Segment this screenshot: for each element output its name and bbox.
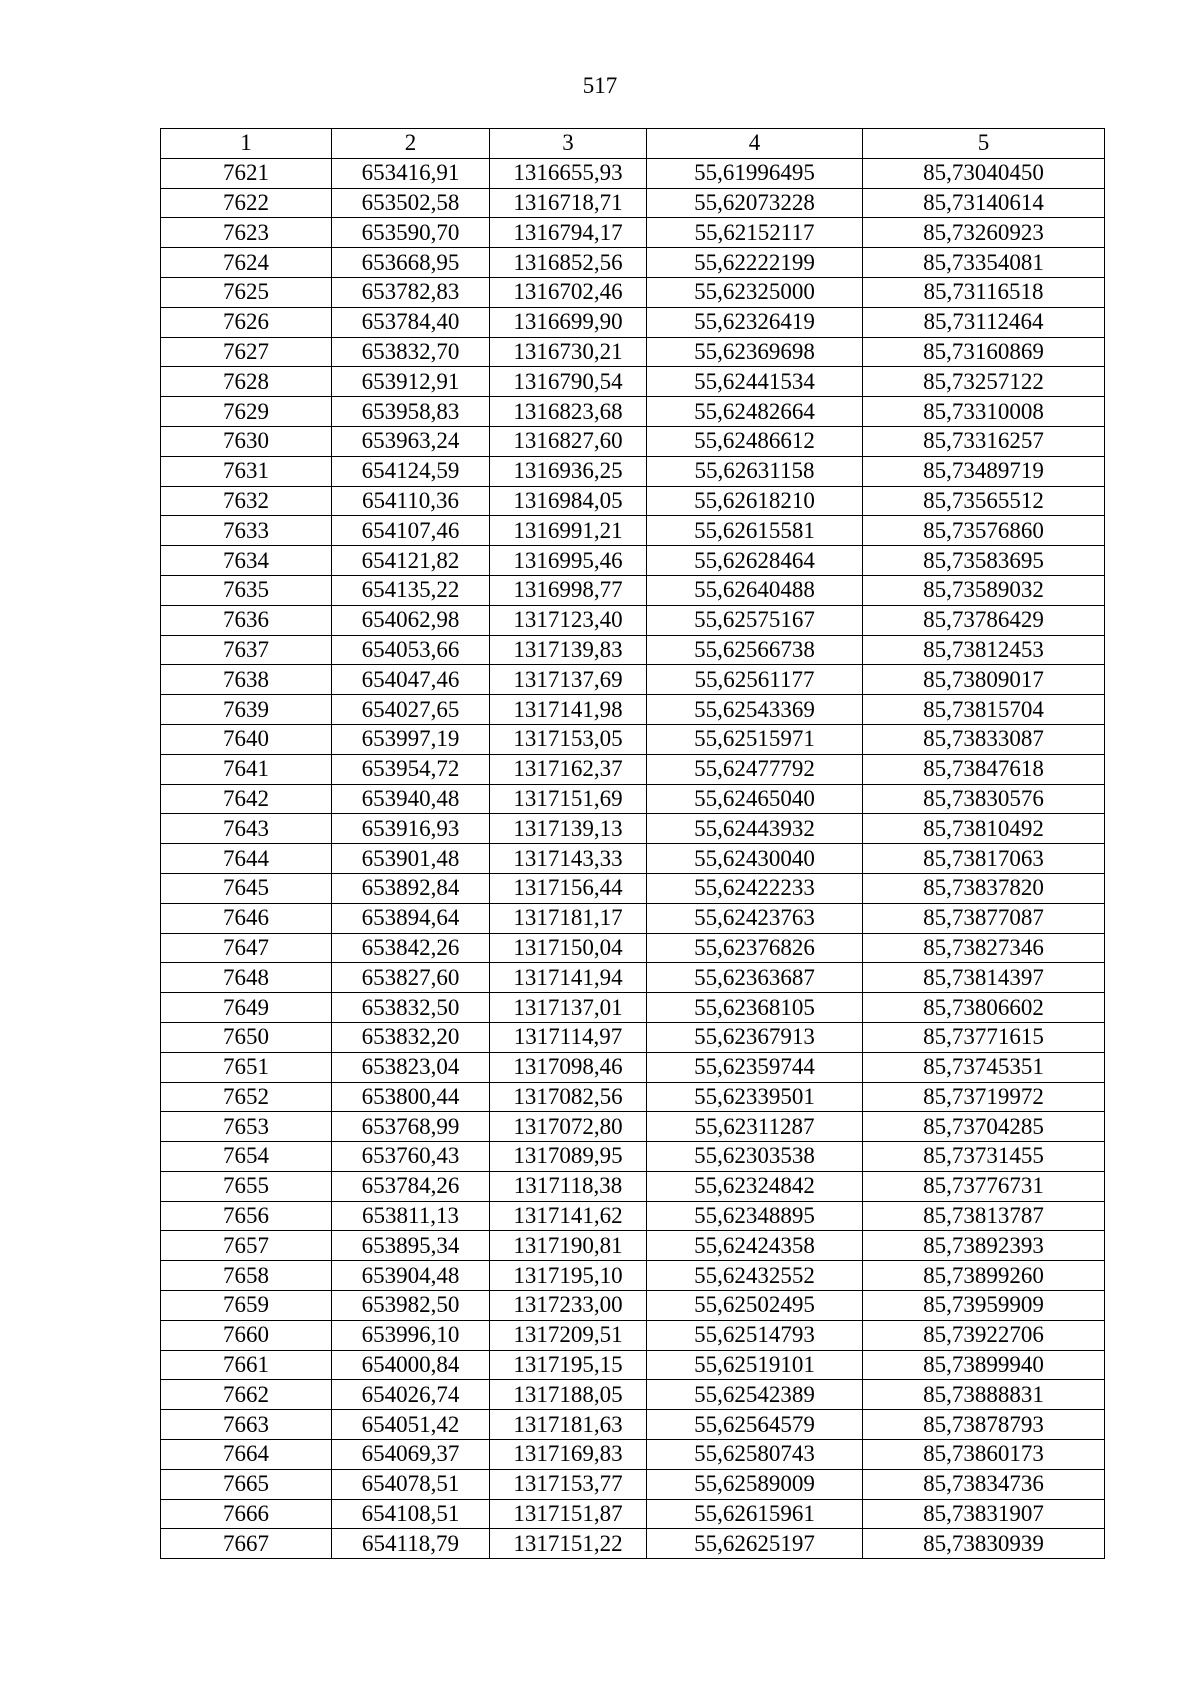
table-row: [161, 516, 1105, 546]
table-row: [161, 635, 1105, 665]
table-cell: 7627: [161, 337, 332, 367]
table-cell: 55,62363687: [647, 963, 863, 993]
table-cell: 55,62423763: [647, 903, 863, 933]
table-cell: 85,73831907: [863, 1499, 1105, 1529]
table-cell: 653800,44: [332, 1082, 490, 1112]
table-row: [161, 367, 1105, 397]
table-cell: 7655: [161, 1171, 332, 1201]
table-cell: 85,73833087: [863, 724, 1105, 754]
table-row: [161, 1440, 1105, 1470]
table-cell: 1317082,56: [490, 1082, 647, 1112]
table-cell: 7637: [161, 635, 332, 665]
table-cell: 7661: [161, 1350, 332, 1380]
table-cell: 1317089,95: [490, 1142, 647, 1172]
table-cell: 1317072,80: [490, 1112, 647, 1142]
table-cell: 1316730,21: [490, 337, 647, 367]
table-cell: 1317151,22: [490, 1529, 647, 1559]
column-header-2: 2: [332, 129, 490, 159]
table-cell: 85,73786429: [863, 605, 1105, 635]
table-cell: 55,62325000: [647, 277, 863, 307]
table-row: [161, 724, 1105, 754]
table-cell: 55,62359744: [647, 1052, 863, 1082]
table-cell: 653832,20: [332, 1022, 490, 1052]
table-cell: 55,62477792: [647, 754, 863, 784]
table-row: [161, 307, 1105, 337]
table-cell: 7660: [161, 1320, 332, 1350]
table-cell: 1317151,87: [490, 1499, 647, 1529]
table-header-row: [161, 129, 1105, 159]
table-cell: 653996,10: [332, 1320, 490, 1350]
table-cell: 7642: [161, 784, 332, 814]
table-cell: 7625: [161, 277, 332, 307]
table-cell: 653963,24: [332, 426, 490, 456]
table-cell: 7643: [161, 814, 332, 844]
table-row: [161, 665, 1105, 695]
table-cell: 653954,72: [332, 754, 490, 784]
table-cell: 653832,70: [332, 337, 490, 367]
table-cell: 7623: [161, 218, 332, 248]
table-cell: 653904,48: [332, 1261, 490, 1291]
table-row: [161, 1320, 1105, 1350]
table-cell: 7657: [161, 1231, 332, 1261]
table-cell: 55,62502495: [647, 1291, 863, 1321]
table-cell: 55,62580743: [647, 1440, 863, 1470]
table-cell: 653811,13: [332, 1201, 490, 1231]
table-cell: 653982,50: [332, 1291, 490, 1321]
table-cell: 7649: [161, 993, 332, 1023]
table-cell: 653502,58: [332, 188, 490, 218]
table-cell: 55,62589009: [647, 1469, 863, 1499]
table-cell: 55,62615581: [647, 516, 863, 546]
table-row: [161, 754, 1105, 784]
table-cell: 7626: [161, 307, 332, 337]
table-cell: 1317141,98: [490, 695, 647, 725]
table-cell: 654110,36: [332, 486, 490, 516]
table-cell: 85,73257122: [863, 367, 1105, 397]
table-cell: 653901,48: [332, 844, 490, 874]
table-cell: 55,62441534: [647, 367, 863, 397]
table-cell: 1317181,17: [490, 903, 647, 933]
table-cell: 1317118,38: [490, 1171, 647, 1201]
table-cell: 1316998,77: [490, 575, 647, 605]
table-cell: 55,62348895: [647, 1201, 863, 1231]
table-cell: 1317169,83: [490, 1440, 647, 1470]
table-cell: 85,73116518: [863, 277, 1105, 307]
table-cell: 85,73899940: [863, 1350, 1105, 1380]
table-cell: 85,73719972: [863, 1082, 1105, 1112]
table-cell: 1317162,37: [490, 754, 647, 784]
column-header-4: 4: [647, 129, 863, 159]
table-row: [161, 605, 1105, 635]
table-row: [161, 993, 1105, 1023]
table-cell: 85,73814397: [863, 963, 1105, 993]
table-cell: 55,62542389: [647, 1380, 863, 1410]
table-cell: 85,73260923: [863, 218, 1105, 248]
table-row: [161, 1291, 1105, 1321]
table-cell: 55,62514793: [647, 1320, 863, 1350]
table-cell: 7641: [161, 754, 332, 784]
table-cell: 85,73810492: [863, 814, 1105, 844]
table-row: [161, 248, 1105, 278]
table-cell: 654000,84: [332, 1350, 490, 1380]
table-cell: 1317141,94: [490, 963, 647, 993]
table-cell: 7667: [161, 1529, 332, 1559]
table-row: [161, 873, 1105, 903]
table-cell: 85,73830576: [863, 784, 1105, 814]
table-cell: 85,73589032: [863, 575, 1105, 605]
table-cell: 55,62628464: [647, 546, 863, 576]
table-row: [161, 337, 1105, 367]
table-cell: 1317098,46: [490, 1052, 647, 1082]
table-cell: 55,62430040: [647, 844, 863, 874]
table-cell: 1316699,90: [490, 307, 647, 337]
table-cell: 1316794,17: [490, 218, 647, 248]
table-cell: 1316936,25: [490, 456, 647, 486]
table-body: [161, 158, 1105, 1558]
table-cell: 85,73731455: [863, 1142, 1105, 1172]
table-cell: 55,62303538: [647, 1142, 863, 1172]
table-cell: 7647: [161, 933, 332, 963]
table-row: [161, 814, 1105, 844]
table-cell: 1317150,04: [490, 933, 647, 963]
table-row: [161, 1082, 1105, 1112]
table-cell: 1317137,01: [490, 993, 647, 1023]
table-cell: 55,62631158: [647, 456, 863, 486]
table-row: [161, 1022, 1105, 1052]
column-header-1: 1: [161, 129, 332, 159]
table-cell: 7639: [161, 695, 332, 725]
table-cell: 654108,51: [332, 1499, 490, 1529]
table-row: [161, 1112, 1105, 1142]
table-cell: 85,73847618: [863, 754, 1105, 784]
table-cell: 653894,64: [332, 903, 490, 933]
table-cell: 7628: [161, 367, 332, 397]
table-cell: 55,62519101: [647, 1350, 863, 1380]
table-cell: 55,62222199: [647, 248, 863, 278]
table-row: [161, 1142, 1105, 1172]
table-cell: 7636: [161, 605, 332, 635]
table-row: [161, 963, 1105, 993]
table-cell: 85,73112464: [863, 307, 1105, 337]
table-cell: 1317195,15: [490, 1350, 647, 1380]
table-row: [161, 188, 1105, 218]
table-row: [161, 486, 1105, 516]
table-row: [161, 695, 1105, 725]
table-cell: 55,62564579: [647, 1410, 863, 1440]
table-cell: 55,62465040: [647, 784, 863, 814]
table-cell: 85,73776731: [863, 1171, 1105, 1201]
table-cell: 1317153,05: [490, 724, 647, 754]
table-cell: 1316718,71: [490, 188, 647, 218]
table-cell: 1316852,56: [490, 248, 647, 278]
table-cell: 55,62073228: [647, 188, 863, 218]
table-cell: 85,73583695: [863, 546, 1105, 576]
table-cell: 85,73899260: [863, 1261, 1105, 1291]
table-cell: 85,73310008: [863, 397, 1105, 427]
table-row: [161, 933, 1105, 963]
table-cell: 653823,04: [332, 1052, 490, 1082]
table-row: [161, 1201, 1105, 1231]
table-cell: 654121,82: [332, 546, 490, 576]
table-cell: 7656: [161, 1201, 332, 1231]
table-cell: 55,62443932: [647, 814, 863, 844]
table-cell: 85,73877087: [863, 903, 1105, 933]
table-row: [161, 844, 1105, 874]
table-row: [161, 903, 1105, 933]
table-cell: 654135,22: [332, 575, 490, 605]
table-cell: 85,73834736: [863, 1469, 1105, 1499]
table-cell: 85,73316257: [863, 426, 1105, 456]
table-cell: 55,62424358: [647, 1231, 863, 1261]
table-cell: 7630: [161, 426, 332, 456]
table-cell: 85,73922706: [863, 1320, 1105, 1350]
table-cell: 654069,37: [332, 1440, 490, 1470]
table-cell: 7638: [161, 665, 332, 695]
table-cell: 85,73813787: [863, 1201, 1105, 1231]
table-cell: 1317195,10: [490, 1261, 647, 1291]
table-cell: 55,62367913: [647, 1022, 863, 1052]
table-cell: 85,73489719: [863, 456, 1105, 486]
table-cell: 1317188,05: [490, 1380, 647, 1410]
table-cell: 654124,59: [332, 456, 490, 486]
table-cell: 653940,48: [332, 784, 490, 814]
table-cell: 85,73806602: [863, 993, 1105, 1023]
table-cell: 653832,50: [332, 993, 490, 1023]
table-cell: 55,62369698: [647, 337, 863, 367]
table-cell: 654062,98: [332, 605, 490, 635]
table-cell: 1316655,93: [490, 158, 647, 188]
table-cell: 1316984,05: [490, 486, 647, 516]
table-cell: 1317181,63: [490, 1410, 647, 1440]
table-row: [161, 575, 1105, 605]
table-cell: 1317137,69: [490, 665, 647, 695]
table-cell: 7645: [161, 873, 332, 903]
table-cell: 654026,74: [332, 1380, 490, 1410]
table-cell: 85,73809017: [863, 665, 1105, 695]
table-cell: 653842,26: [332, 933, 490, 963]
table-cell: 55,62515971: [647, 724, 863, 754]
table-cell: 7664: [161, 1440, 332, 1470]
table-cell: 1316702,46: [490, 277, 647, 307]
table-cell: 85,73959909: [863, 1291, 1105, 1321]
table-cell: 7624: [161, 248, 332, 278]
table-cell: 653784,40: [332, 307, 490, 337]
table-cell: 7640: [161, 724, 332, 754]
table-cell: 55,62152117: [647, 218, 863, 248]
table-cell: 7665: [161, 1469, 332, 1499]
table-cell: 7646: [161, 903, 332, 933]
table-cell: 7633: [161, 516, 332, 546]
table-cell: 654053,66: [332, 635, 490, 665]
table-cell: 85,73827346: [863, 933, 1105, 963]
table-cell: 85,73160869: [863, 337, 1105, 367]
table-cell: 85,73817063: [863, 844, 1105, 874]
table-cell: 1316823,68: [490, 397, 647, 427]
table-cell: 653958,83: [332, 397, 490, 427]
table-cell: 55,62432552: [647, 1261, 863, 1291]
page-number: 517: [582, 73, 618, 98]
table-row: [161, 426, 1105, 456]
table-cell: 55,62625197: [647, 1529, 863, 1559]
table-cell: 55,62561177: [647, 665, 863, 695]
table-cell: 1317141,62: [490, 1201, 647, 1231]
table-cell: 654047,46: [332, 665, 490, 695]
table-cell: 653912,91: [332, 367, 490, 397]
table-row: [161, 1261, 1105, 1291]
table-cell: 85,73878793: [863, 1410, 1105, 1440]
table-cell: 85,73892393: [863, 1231, 1105, 1261]
table-cell: 85,73860173: [863, 1440, 1105, 1470]
table-cell: 7650: [161, 1022, 332, 1052]
table-cell: 654107,46: [332, 516, 490, 546]
table-row: [161, 1410, 1105, 1440]
table-row: [161, 1380, 1105, 1410]
table-row: [161, 1350, 1105, 1380]
table-cell: 55,62482664: [647, 397, 863, 427]
table-cell: 1316995,46: [490, 546, 647, 576]
table-cell: 1317233,00: [490, 1291, 647, 1321]
table-cell: 1317139,83: [490, 635, 647, 665]
table-cell: 7652: [161, 1082, 332, 1112]
table-cell: 1317139,13: [490, 814, 647, 844]
table-cell: 653827,60: [332, 963, 490, 993]
table-cell: 1317190,81: [490, 1231, 647, 1261]
table-cell: 653782,83: [332, 277, 490, 307]
table-cell: 653892,84: [332, 873, 490, 903]
table-row: [161, 1231, 1105, 1261]
table-row: [161, 1529, 1105, 1559]
table-cell: 7648: [161, 963, 332, 993]
table-cell: 7666: [161, 1499, 332, 1529]
table-row: [161, 397, 1105, 427]
table-cell: 1317151,69: [490, 784, 647, 814]
table-row: [161, 1499, 1105, 1529]
table-row: [161, 784, 1105, 814]
table-cell: 653760,43: [332, 1142, 490, 1172]
table-cell: 85,73815704: [863, 695, 1105, 725]
table-cell: 85,73888831: [863, 1380, 1105, 1410]
table-cell: 1317123,40: [490, 605, 647, 635]
column-header-3: 3: [490, 129, 647, 159]
table-cell: 7631: [161, 456, 332, 486]
table-row: [161, 546, 1105, 576]
table-cell: 654027,65: [332, 695, 490, 725]
table-row: [161, 1052, 1105, 1082]
table-cell: 55,62615961: [647, 1499, 863, 1529]
table-cell: 653784,26: [332, 1171, 490, 1201]
table-cell: 7629: [161, 397, 332, 427]
table-cell: 55,62326419: [647, 307, 863, 337]
table-cell: 7635: [161, 575, 332, 605]
table-cell: 85,73565512: [863, 486, 1105, 516]
table-cell: 7651: [161, 1052, 332, 1082]
table-cell: 1317114,97: [490, 1022, 647, 1052]
coordinates-table: [160, 128, 1105, 1559]
table-cell: 1316827,60: [490, 426, 647, 456]
table-cell: 55,62543369: [647, 695, 863, 725]
table-cell: 1317209,51: [490, 1320, 647, 1350]
table-cell: 653895,34: [332, 1231, 490, 1261]
table-row: [161, 1171, 1105, 1201]
table-cell: 653768,99: [332, 1112, 490, 1142]
table-cell: 1316991,21: [490, 516, 647, 546]
table-cell: 85,73771615: [863, 1022, 1105, 1052]
table-row: [161, 158, 1105, 188]
table-cell: 653590,70: [332, 218, 490, 248]
column-header-5: 5: [863, 129, 1105, 159]
table-cell: 85,73745351: [863, 1052, 1105, 1082]
table-cell: 55,62376826: [647, 933, 863, 963]
table-cell: 7659: [161, 1291, 332, 1321]
table-cell: 654078,51: [332, 1469, 490, 1499]
table-cell: 55,62368105: [647, 993, 863, 1023]
table-cell: 1317153,77: [490, 1469, 647, 1499]
table-cell: 653416,91: [332, 158, 490, 188]
table-cell: 55,62311287: [647, 1112, 863, 1142]
table-row: [161, 218, 1105, 248]
table-cell: 7658: [161, 1261, 332, 1291]
table-cell: 55,62618210: [647, 486, 863, 516]
table-cell: 55,62575167: [647, 605, 863, 635]
table-cell: 7663: [161, 1410, 332, 1440]
table-cell: 55,62422233: [647, 873, 863, 903]
table-cell: 7632: [161, 486, 332, 516]
table-cell: 7621: [161, 158, 332, 188]
table-cell: 7662: [161, 1380, 332, 1410]
table-cell: 55,62566738: [647, 635, 863, 665]
table-cell: 55,62640488: [647, 575, 863, 605]
table-cell: 55,62486612: [647, 426, 863, 456]
table-row: [161, 277, 1105, 307]
table-cell: 1317156,44: [490, 873, 647, 903]
table-cell: 654051,42: [332, 1410, 490, 1440]
table-cell: 85,73830939: [863, 1529, 1105, 1559]
table-cell: 7634: [161, 546, 332, 576]
table-cell: 85,73354081: [863, 248, 1105, 278]
table-cell: 85,73704285: [863, 1112, 1105, 1142]
table-cell: 85,73140614: [863, 188, 1105, 218]
table-cell: 85,73576860: [863, 516, 1105, 546]
table-cell: 653668,95: [332, 248, 490, 278]
table-cell: 653916,93: [332, 814, 490, 844]
table-cell: 85,73812453: [863, 635, 1105, 665]
table-cell: 55,62324842: [647, 1171, 863, 1201]
table-cell: 7653: [161, 1112, 332, 1142]
table-cell: 1316790,54: [490, 367, 647, 397]
table-cell: 654118,79: [332, 1529, 490, 1559]
table-cell: 653997,19: [332, 724, 490, 754]
table-cell: 85,73837820: [863, 873, 1105, 903]
table-cell: 85,73040450: [863, 158, 1105, 188]
table-row: [161, 456, 1105, 486]
table-row: [161, 1469, 1105, 1499]
table-cell: 1317143,33: [490, 844, 647, 874]
table-cell: 7654: [161, 1142, 332, 1172]
table-cell: 55,62339501: [647, 1082, 863, 1112]
table-cell: 7622: [161, 188, 332, 218]
table-cell: 7644: [161, 844, 332, 874]
table-cell: 55,61996495: [647, 158, 863, 188]
